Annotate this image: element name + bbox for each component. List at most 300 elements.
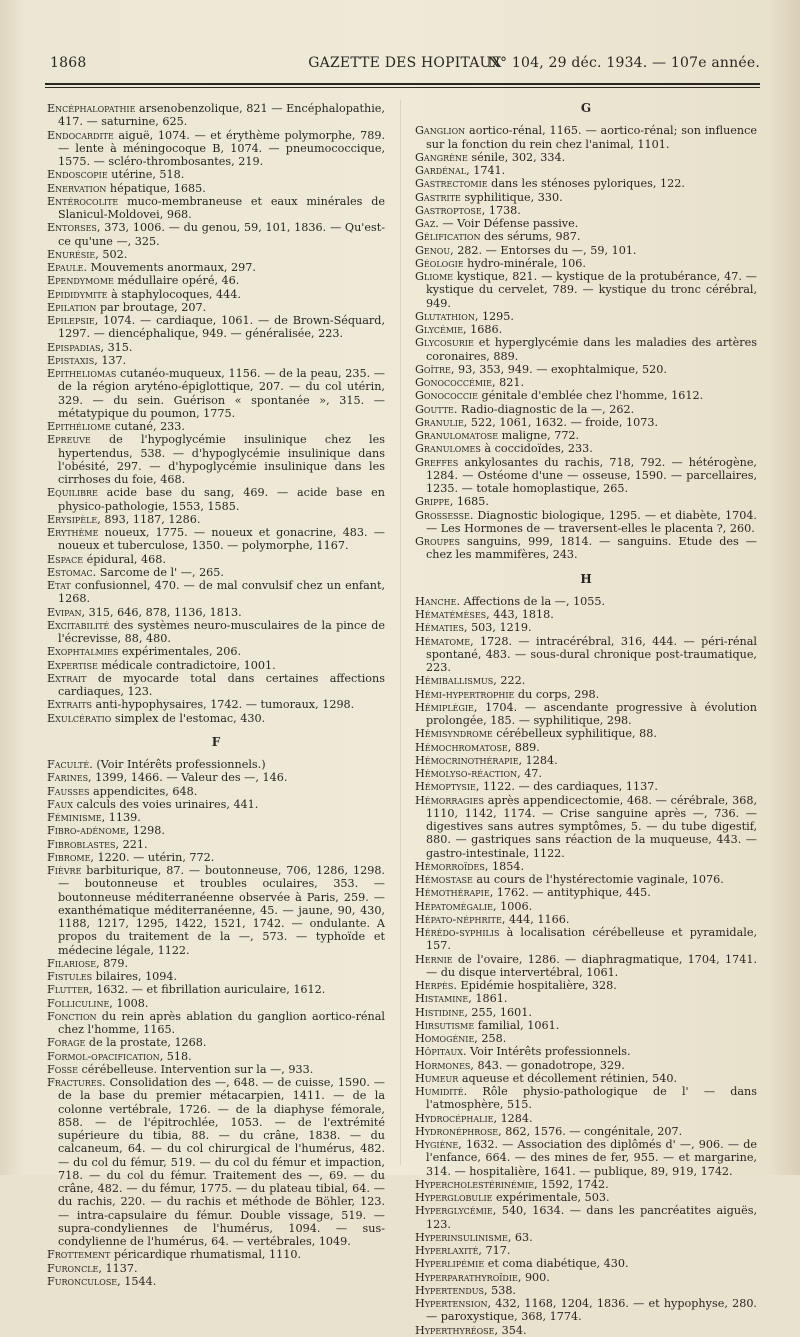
entry-headword: Genou bbox=[415, 243, 451, 257]
index-entry bbox=[415, 456, 757, 496]
entry-headword: Granulomes bbox=[415, 442, 481, 456]
index-entry bbox=[47, 553, 385, 566]
entry-references: , 1632. — et fibrillation auriculaire, 1612. bbox=[89, 983, 326, 997]
entry-headword: Hémi-hypertrophie bbox=[415, 687, 515, 701]
entry-headword: Epispadias bbox=[47, 340, 101, 354]
entry-headword: Formol-opacification bbox=[47, 1049, 160, 1063]
entry-headword: Extrait bbox=[47, 671, 87, 685]
entry-references: dans les sténoses pyloriques, 122. bbox=[487, 177, 685, 191]
entry-references: , 1741. bbox=[466, 164, 506, 177]
index-entry bbox=[415, 1006, 757, 1019]
entry-headword: Féminisme bbox=[47, 811, 102, 824]
entry-headword: Grippe bbox=[415, 495, 450, 509]
index-entry bbox=[47, 957, 385, 970]
entry-references: après appendicectomie, 468. — cérébrale, 368, 1110, 1142, 1174. — Crise sanguine après —, 736. — digestives sans autres symptômes, 5. — du tube digestif, 880. — gastriques sans réaction de la muqueuse, 443. — gastro-intestinale, 1122. bbox=[426, 793, 757, 860]
entry-references: . Diagnostic biologique, 1295. — et diabète, 1704. — Les Hormones de — traversent-elles le placenta ?, 260. bbox=[426, 508, 757, 535]
index-entry bbox=[415, 860, 757, 873]
entry-references: , 1592, 1742. bbox=[533, 1177, 609, 1191]
entry-headword: Homogénie bbox=[415, 1032, 475, 1045]
entry-headword: Farines bbox=[47, 771, 89, 785]
index-entry bbox=[415, 177, 757, 190]
entry-references: syphilitique, 330. bbox=[460, 190, 563, 204]
entry-headword: Hyperlipémie bbox=[415, 1257, 485, 1271]
entry-references: , 1284. bbox=[518, 753, 558, 767]
entry-references: de la prostate, 1268. bbox=[85, 1036, 207, 1050]
entry-references: à staphylocoques, 444. bbox=[107, 287, 241, 301]
index-entry bbox=[415, 204, 757, 217]
index-entry bbox=[415, 913, 757, 926]
entry-references: de l'hypoglycémie insulinique chez les hypertendus, 538. — d'hypoglycémie insulinique dans l'obésité, 297. — d'hypoglycémie insulinique dans les cirrhoses du foie, 468. bbox=[58, 433, 385, 486]
entry-headword: Entérocolite bbox=[47, 194, 119, 208]
index-entry bbox=[415, 1271, 757, 1284]
entry-references: . Epidémie hospitalière, 328. bbox=[453, 979, 617, 992]
entry-headword: Endoscopie bbox=[47, 168, 108, 182]
index-entry bbox=[47, 261, 385, 274]
entry-headword: Hypercholestérinémie bbox=[415, 1177, 534, 1191]
entry-references: cutané, 233. bbox=[110, 420, 185, 433]
entry-references: . Sarcome de l' —, 265. bbox=[92, 565, 224, 579]
entry-references: , 93, 353, 949. — exophtalmique, 520. bbox=[450, 362, 667, 376]
entry-references: , 1137. bbox=[98, 1261, 138, 1275]
entry-references: ankylosantes du rachis, 718, 792. — hétérogène, 1284. — Ostéome d'une — osseuse, 1590. — parcellaires, 1235. — totale homoplastique, 265. bbox=[426, 455, 757, 495]
index-entry bbox=[47, 354, 385, 367]
entry-headword: Hémothérapie bbox=[415, 886, 490, 900]
entry-headword: Exulcératio bbox=[47, 711, 112, 725]
entry-references: . Affections de la —, 1055. bbox=[456, 594, 606, 608]
index-entry bbox=[415, 151, 757, 164]
entry-references: , 1704. — ascendante progressive à évolution prolongée, 185. — syphilitique, 298. bbox=[426, 700, 757, 727]
entry-references: , 443, 1818. bbox=[486, 608, 554, 621]
index-entry bbox=[415, 1284, 757, 1297]
entry-references: aiguë, 1074. — et érythème polymorphe, 789. — lente à méningocoque B, 1074. — pneumococcique, 1575. — scléro-thrombosantes, 219. bbox=[58, 128, 385, 168]
index-entry bbox=[47, 672, 385, 699]
entry-headword: Enervation bbox=[47, 181, 107, 195]
index-entry bbox=[415, 429, 757, 442]
entry-headword: Hypertendus bbox=[415, 1283, 484, 1297]
entry-headword: Epitheliomas bbox=[47, 367, 117, 380]
entry-references: utérine, 518. bbox=[107, 168, 185, 182]
index-entry bbox=[415, 336, 757, 363]
entry-headword: Grossesse bbox=[415, 508, 470, 522]
section-letter: G bbox=[580, 101, 592, 115]
entry-headword: Epithéliome bbox=[47, 420, 111, 433]
index-entry bbox=[47, 566, 385, 579]
entry-references: des systèmes neuro-musculaires de la pince de l'écrevisse, 88, 480. bbox=[58, 618, 385, 645]
entry-headword: Humidité bbox=[415, 1085, 464, 1098]
entry-headword: Hémorragies bbox=[415, 793, 485, 807]
entry-headword: Granulomatose bbox=[415, 429, 499, 442]
entry-headword: Hanche bbox=[415, 594, 457, 608]
entry-headword: Hépatomégalie bbox=[415, 899, 493, 913]
entry-references: , 1139. bbox=[101, 811, 141, 824]
entry-references: , 255, 1601. bbox=[464, 1005, 532, 1019]
entry-references: sénile, 302, 334. bbox=[467, 150, 566, 164]
index-entry bbox=[47, 301, 385, 314]
entry-references: , 717. bbox=[478, 1244, 511, 1257]
entry-references: , 258. bbox=[474, 1032, 507, 1045]
entry-references: , 1122. — des cardiaques, 1137. bbox=[475, 780, 658, 794]
index-entry bbox=[47, 606, 385, 619]
entry-headword: Fièvre bbox=[47, 864, 82, 877]
entry-headword: Groupes bbox=[415, 535, 460, 548]
entry-references: confusionnel, 470. — de mal convulsif chez un enfant, 1268. bbox=[58, 579, 385, 606]
index-entry bbox=[47, 771, 385, 784]
entry-references: , 1295. bbox=[474, 309, 514, 323]
entry-headword: Hémisyndrome bbox=[415, 727, 493, 741]
entry-references: . — Voir Défense passive. bbox=[435, 217, 579, 230]
entry-references: , 522, 1061, 1632. — froide, 1073. bbox=[463, 415, 659, 429]
index-entry bbox=[47, 102, 385, 129]
index-entry bbox=[415, 1204, 757, 1231]
index-entry bbox=[415, 635, 757, 675]
index-entry bbox=[415, 608, 757, 621]
entry-headword: Fractures bbox=[47, 1076, 103, 1089]
entry-references: , 862, 1576. — congénitale, 207. bbox=[498, 1124, 683, 1138]
entry-references: simplex de l'estomac, 430. bbox=[111, 711, 266, 725]
entry-headword: Hyperparathyroïdie bbox=[415, 1270, 518, 1284]
entry-headword: Hyperlaxité bbox=[415, 1244, 479, 1257]
index-entry bbox=[47, 314, 385, 341]
entry-headword: Gaz bbox=[415, 217, 436, 230]
entry-headword: Hôpitaux bbox=[415, 1045, 463, 1059]
index-entry bbox=[415, 1191, 757, 1204]
entry-references: au cours de l'hystérectomie vaginale, 1076. bbox=[472, 873, 724, 886]
entry-references: calculs des voies urinaires, 441. bbox=[72, 797, 259, 811]
entry-references: , 373, 1006. — du genou, 59, 101, 1836. — Qu'est-ce qu'une —, 325. bbox=[58, 221, 385, 248]
entry-references: , 1685. bbox=[449, 495, 489, 509]
entry-references: et coma diabétique, 430. bbox=[484, 1257, 629, 1271]
entry-references: , 1762. — antityphique, 445. bbox=[489, 886, 651, 900]
entry-references: , 1006. bbox=[493, 899, 533, 913]
entry-references: , 893, 1187, 1286. bbox=[97, 512, 201, 526]
entry-references: , 354. bbox=[494, 1323, 527, 1337]
entry-references: des sérums, 987. bbox=[480, 230, 581, 244]
entry-references: . Consolidation des —, 648. — de cuisse, 1590. — de la base du premier métacarpien, 1411. — de la colonne vertébrale, 1726. — de la diaphyse fémorale, 858. — de l'épitrochlée, 1053. — de l'extrémité supérieure du tibia, 88. — du crâne, 1838. — du calcaneum, 64. — du col chirurgical de l'humérus, 482. — du col du fémur, 519. — du col du fémur et impaction, 718. — du col du fémur. Traitement des —, 69. — du crâne, 482. — du fémur, 1775. — du plateau tibial, 64. — du rachis, 220. — du rachis et méthode de Böhler, 123. — intra-capsulaire du fémur. Double vissage, 519. — supra-condyliennes de l'humérus, 1094. — sus-condylienne de l'humérus, 64. — vertébrales, 1049. bbox=[58, 1076, 385, 1248]
entry-references: noueux, 1775. — noueux et gonacrine, 483. — noueux et tuberculose, 1350. — polymorphe, 1167. bbox=[58, 526, 385, 553]
entry-references: maligne, 772. bbox=[498, 429, 580, 442]
index-entry bbox=[47, 785, 385, 798]
entry-headword: Gastrectomie bbox=[415, 177, 488, 191]
index-entry bbox=[47, 712, 385, 725]
entry-headword: Hypertension bbox=[415, 1297, 488, 1310]
entry-headword: Hémorroïdes bbox=[415, 859, 485, 873]
entry-references: par broutage, 207. bbox=[96, 300, 207, 314]
entry-headword: Gardénal bbox=[415, 164, 467, 177]
entry-references: , 63. bbox=[507, 1230, 533, 1244]
entry-headword: Excitabilité bbox=[47, 618, 110, 632]
index-entry bbox=[415, 1297, 757, 1324]
index-entry bbox=[415, 217, 757, 230]
index-entry bbox=[47, 851, 385, 864]
entry-references: aortico-rénal, 1165. — aortico-rénal; son influence sur la fonction du rein chez l'animal, 1101. bbox=[426, 124, 757, 151]
index-entry bbox=[415, 926, 757, 953]
page-header bbox=[50, 55, 760, 77]
page-number: 1868 bbox=[50, 55, 87, 71]
entry-headword: Erysipèle bbox=[47, 512, 98, 526]
index-entry bbox=[415, 727, 757, 740]
entry-headword: Fibroblastes bbox=[47, 837, 116, 851]
entry-references: cérébelleux syphilitique, 88. bbox=[492, 727, 657, 741]
entry-references: , 47. bbox=[517, 767, 542, 780]
entry-headword: Hémiballismus bbox=[415, 674, 494, 688]
index-entry bbox=[415, 873, 757, 886]
index-entry bbox=[47, 698, 385, 711]
entry-headword: Endocardite bbox=[47, 128, 114, 142]
section-letter: H bbox=[580, 571, 592, 586]
entry-headword: Furoncle bbox=[47, 1261, 99, 1275]
entry-headword: Enurésie bbox=[47, 247, 96, 261]
index-entry bbox=[47, 526, 385, 553]
entry-headword: Ganglion bbox=[415, 124, 466, 138]
entry-references: expérimentale, 503. bbox=[492, 1191, 610, 1204]
index-entry bbox=[415, 416, 757, 429]
entry-references: , 1861. bbox=[468, 992, 508, 1006]
index-entry bbox=[47, 274, 385, 287]
issue-info: N° 104, 29 déc. 1934. — 107e année. bbox=[487, 55, 760, 71]
entry-references: muco-membraneuse et eaux minérales de Slanicul-Moldovei, 968. bbox=[58, 194, 385, 221]
entry-references: , 518. bbox=[159, 1049, 192, 1063]
entry-references: du rein après ablation du ganglion aortico-rénal chez l'homme, 1165. bbox=[58, 1009, 385, 1036]
index-entry bbox=[415, 1045, 757, 1058]
entry-references: , 1544. bbox=[117, 1274, 157, 1288]
entry-references: , 503, 1219. bbox=[463, 621, 532, 635]
entry-references: , 540, 1634. — dans les pancréatites aiguës, 123. bbox=[426, 1204, 757, 1231]
entry-headword: Hémoptysie bbox=[415, 780, 476, 794]
entry-headword: Hydrocéphalie bbox=[415, 1111, 494, 1125]
entry-headword: Epistaxis bbox=[47, 353, 95, 367]
index-column-right bbox=[415, 102, 757, 1337]
entry-references: . (Voir Intérêts professionnels.) bbox=[89, 758, 266, 771]
index-entry bbox=[415, 1032, 757, 1045]
entry-headword: Encéphalopathie bbox=[47, 102, 136, 115]
index-entry bbox=[415, 1125, 757, 1138]
index-entry bbox=[47, 579, 385, 606]
entry-headword: Humeur bbox=[415, 1071, 459, 1085]
entry-references: , 821. bbox=[492, 376, 525, 389]
entry-headword: Epilation bbox=[47, 300, 97, 314]
index-entry bbox=[47, 1076, 385, 1248]
entry-references: aqueuse et décollement rétinien, 540. bbox=[458, 1071, 678, 1085]
entry-references: péricardique rhumatismal, 1110. bbox=[110, 1248, 302, 1262]
index-entry bbox=[415, 953, 757, 980]
index-entry bbox=[415, 1072, 757, 1085]
entry-headword: Gastrite bbox=[415, 190, 461, 204]
entry-references: , 1220. — utérin, 772. bbox=[90, 850, 215, 864]
index-entry bbox=[47, 248, 385, 261]
index-entry bbox=[415, 191, 757, 204]
entry-references: médullaire opéré, 46. bbox=[113, 274, 240, 288]
header-rule bbox=[45, 83, 760, 85]
index-entry bbox=[415, 124, 757, 151]
entry-references: cérébelleuse. Intervention sur la —, 933. bbox=[77, 1062, 314, 1076]
entry-references: , 1728. — intracérébral, 316, 444. — péri-rénal spontané, 483. — sous-dural chronique post-traumatique, 223. bbox=[426, 634, 757, 674]
entry-headword: Goître bbox=[415, 362, 451, 376]
entry-references: de l'ovaire, 1286. — diaphragmatique, 1704, 1741. — du disque intervertébral, 1061. bbox=[426, 952, 757, 979]
index-entry bbox=[415, 992, 757, 1005]
entry-headword: Furonculose bbox=[47, 1274, 118, 1288]
entry-references: du corps, 298. bbox=[514, 687, 600, 701]
entry-references: acide base du sang, 469. — acide base en physico-pathologie, 1553, 1585. bbox=[58, 486, 385, 513]
index-entry bbox=[47, 997, 385, 1010]
entry-headword: Frottement bbox=[47, 1248, 111, 1262]
entry-references: arsenobenzolique, 821 — Encéphalopathie, 417. — saturnine, 625. bbox=[58, 102, 385, 129]
index-entry bbox=[47, 1050, 385, 1063]
index-entry bbox=[415, 900, 757, 913]
entry-headword: Evipan bbox=[47, 605, 82, 619]
entry-headword: Extraits bbox=[47, 698, 92, 712]
index-entry bbox=[47, 970, 385, 983]
section-letter: F bbox=[211, 734, 221, 749]
entry-headword: Gangrène bbox=[415, 150, 468, 164]
entry-headword: Fosse bbox=[47, 1062, 78, 1076]
index-entry bbox=[415, 674, 757, 687]
entry-headword: Hyperglycémie bbox=[415, 1204, 493, 1218]
entry-references: , 1284. bbox=[493, 1111, 533, 1125]
entry-references: , 315. bbox=[100, 340, 133, 354]
entry-headword: Exophtalmies bbox=[47, 645, 119, 659]
index-entry bbox=[47, 659, 385, 672]
entry-references: expérimentales, 206. bbox=[118, 645, 242, 659]
entry-references: bilaires, 1094. bbox=[92, 970, 178, 983]
entry-headword: Erythème bbox=[47, 526, 99, 539]
entry-headword: Histidine bbox=[415, 1005, 465, 1019]
entry-headword: Equilibre bbox=[47, 486, 98, 500]
entry-references: kystique, 821. — kystique de la protubérance, 47. — kystique du cervelet, 789. — kystique du tronc cérébral, 949. bbox=[426, 270, 757, 310]
entry-headword: Entorses bbox=[47, 221, 97, 235]
entry-headword: Hématome bbox=[415, 634, 471, 648]
index-entry bbox=[415, 1019, 757, 1032]
index-entry bbox=[47, 811, 385, 824]
index-entry bbox=[415, 886, 757, 899]
index-entry bbox=[415, 244, 757, 257]
entry-references: et hyperglycémie dans les maladies des artères coronaires, 889. bbox=[426, 336, 757, 363]
entry-headword: Hyperthyréose bbox=[415, 1323, 495, 1337]
index-entry bbox=[415, 403, 757, 416]
index-entry bbox=[47, 420, 385, 433]
entry-headword: Histamine bbox=[415, 992, 469, 1006]
entry-headword: Faculté bbox=[47, 758, 90, 771]
entry-references: barbiturique, 87. — boutonneuse, 706, 1286, 1298. — boutonneuse et troubles oculaires, 353. — boutonneuse méditerranéenne observée à Paris, 259. — exanthématique méditerranéenne, 45. — jaune, 90, 430, 1188, 1217, 1295, 1422, 1521, 1742. — ondulante. A propos du traitement de la —, 573. — typhoïde et médecine légale, 1122. bbox=[58, 864, 385, 957]
index-entry bbox=[415, 1112, 757, 1125]
index-entry bbox=[47, 486, 385, 513]
index-entry bbox=[47, 824, 385, 837]
index-entry bbox=[415, 270, 757, 310]
index-entry bbox=[415, 389, 757, 402]
entry-references: , 502. bbox=[95, 247, 128, 261]
index-entry bbox=[415, 1231, 757, 1244]
index-entry bbox=[415, 257, 757, 270]
entry-headword: Fonction bbox=[47, 1009, 97, 1023]
index-entry bbox=[47, 1262, 385, 1275]
entry-headword: Filariose bbox=[47, 956, 97, 970]
entry-references: , 843. — gonadotrope, 329. bbox=[470, 1058, 625, 1072]
entry-headword: Granulie bbox=[415, 415, 464, 429]
entry-headword: Expertise bbox=[47, 658, 98, 672]
index-entry bbox=[415, 509, 757, 536]
entry-headword: Hémocrinothérapie bbox=[415, 753, 519, 767]
entry-references: génitale d'emblée chez l'homme, 1612. bbox=[477, 389, 704, 403]
entry-references: , 221. bbox=[115, 837, 148, 851]
entry-headword: Gonococcie bbox=[415, 389, 478, 403]
entry-headword: Glycosurie bbox=[415, 336, 474, 350]
index-entry bbox=[47, 1275, 385, 1288]
entry-references: , 137. bbox=[94, 353, 127, 367]
entry-references: , 432, 1168, 1204, 1836. — et hypophyse, 280. — paroxystique, 368, 1774. bbox=[426, 1297, 757, 1324]
index-entry bbox=[47, 129, 385, 169]
entry-headword: Epididymite bbox=[47, 287, 108, 301]
entry-headword: Hémochromatose bbox=[415, 740, 508, 754]
entry-headword: Glycémie bbox=[415, 323, 464, 336]
index-entry bbox=[415, 1324, 757, 1337]
index-entry bbox=[415, 979, 757, 992]
index-entry bbox=[415, 230, 757, 243]
entry-references: de myocarde total dans certaines affections cardiaques, 123. bbox=[58, 671, 385, 698]
entry-references: à localisation cérébelleuse et pyramidale, 157. bbox=[426, 926, 757, 953]
entry-headword: Herpès bbox=[415, 979, 454, 992]
entry-headword: Gélification bbox=[415, 230, 481, 244]
index-entry bbox=[415, 363, 757, 376]
index-entry bbox=[415, 535, 757, 562]
entry-headword: Forage bbox=[47, 1036, 86, 1050]
entry-references: anti-hypophysaires, 1742. — tumoraux, 1298. bbox=[91, 698, 355, 712]
entry-headword: Epaule bbox=[47, 261, 84, 274]
entry-headword: Hygiène bbox=[415, 1138, 459, 1151]
entry-references: cutanéo-muqueux, 1156. — de la peau, 235. — de la région aryténo-épiglottique, 207. — du col utérin, 329. — du sein. Guérison « spontanée », 315. — métatypique du poumon, 1775. bbox=[58, 367, 385, 420]
entry-headword: Hémiplégie bbox=[415, 700, 474, 714]
entry-references: médicale contradictoire, 1001. bbox=[97, 658, 276, 672]
index-entry bbox=[415, 688, 757, 701]
index-entry bbox=[47, 619, 385, 646]
index-entry bbox=[47, 221, 385, 248]
index-entry bbox=[415, 1244, 757, 1257]
entry-headword: Espace bbox=[47, 552, 84, 566]
entry-references: , 900. bbox=[517, 1270, 550, 1284]
index-entry bbox=[47, 195, 385, 222]
index-entry bbox=[47, 1063, 385, 1076]
index-entry bbox=[47, 1036, 385, 1049]
index-entry bbox=[415, 1178, 757, 1191]
index-entry bbox=[415, 794, 757, 860]
entry-references: appendicites, 648. bbox=[89, 784, 198, 798]
entry-references: , 1738. bbox=[481, 203, 521, 217]
entry-headword: Hyperinsulinisme bbox=[415, 1230, 508, 1244]
index-entry bbox=[415, 1257, 757, 1270]
index-entry bbox=[47, 645, 385, 658]
entry-headword: Hydronéphrose bbox=[415, 1124, 499, 1138]
entry-references: . Mouvements anormaux, 297. bbox=[83, 261, 256, 274]
entry-headword: Goutte bbox=[415, 402, 454, 416]
entry-references: , 1298. bbox=[125, 824, 165, 838]
index-entry bbox=[47, 838, 385, 851]
entry-references: . Radio-diagnostic de la —, 262. bbox=[453, 402, 635, 416]
entry-headword: Glutathion bbox=[415, 309, 475, 323]
index-entry bbox=[415, 621, 757, 634]
entry-headword: Hérédo-syphilis bbox=[415, 926, 500, 939]
entry-headword: Gastroptose bbox=[415, 203, 482, 217]
index-entry bbox=[47, 513, 385, 526]
index-entry bbox=[415, 741, 757, 754]
index-entry bbox=[47, 1010, 385, 1037]
entry-references: . Rôle physio-pathologique de l' — dans l'atmosphère, 515. bbox=[426, 1085, 757, 1112]
entry-headword: Hématies bbox=[415, 621, 464, 635]
index-entry bbox=[415, 323, 757, 336]
entry-headword: Hormones bbox=[415, 1058, 471, 1072]
entry-headword: Epilepsie bbox=[47, 314, 95, 327]
index-entry bbox=[47, 182, 385, 195]
entry-headword: Fibro-adénome bbox=[47, 824, 126, 838]
entry-references: , 222. bbox=[493, 674, 526, 688]
entry-headword: Gonococcémie bbox=[415, 376, 493, 389]
